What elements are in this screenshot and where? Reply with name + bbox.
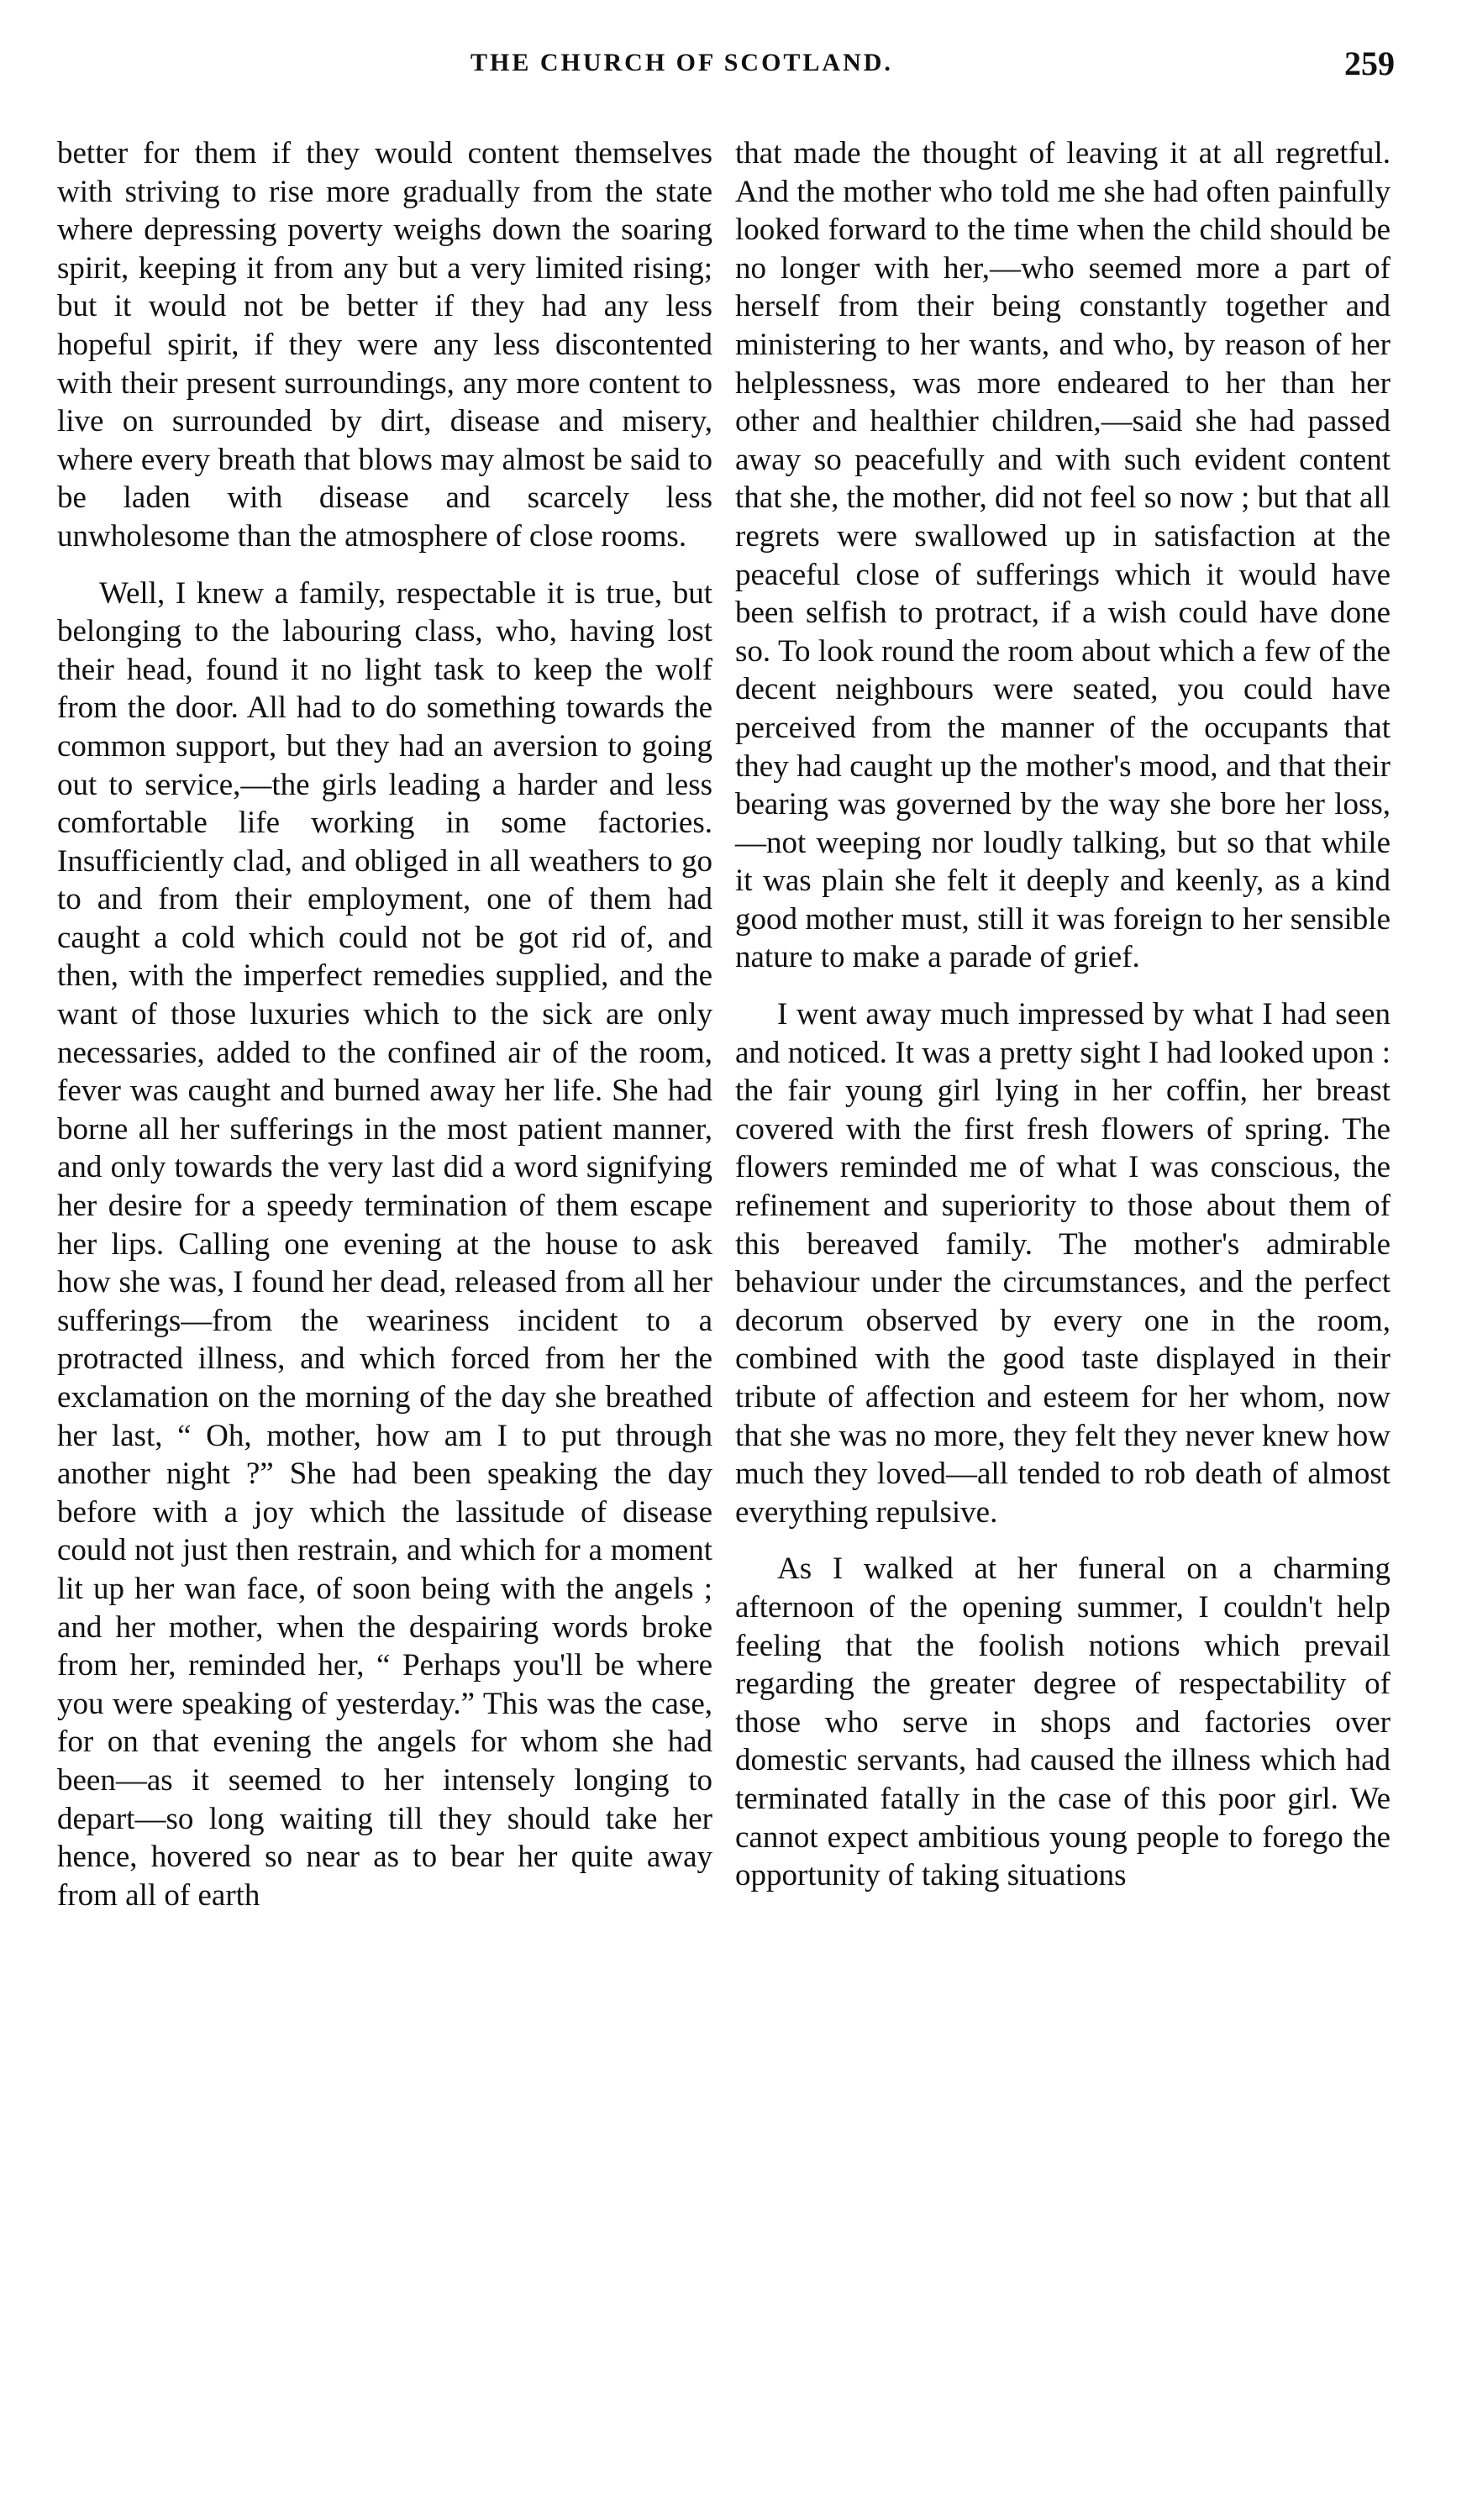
running-head xyxy=(0,45,1472,99)
paragraph: Well, I knew a family, respectable it is true, but belonging to the labouring class, who, having lost their head, found it no light task to keep the wolf from the door. All had to do something towards the common support, but they had an aversion to going out to service,—the girls leading a harder and less comfortable life working in some factories. Insufficiently clad, and obliged in all weathers to go to and from their employment, one of them had caught a cold which could not be got rid of, and then, with the imperfect remedies supplied, and the want of those luxuries which to the sick are only necessaries, added to the confined air of the room, fever was caught and burned away her life. She had borne all her sufferings in the most patient manner, and only towards the very last did a word signifying her desire for a speedy termination of them escape her lips. Calling one evening at the house to ask how she was, I found her dead, released from all her sufferings—from the weariness incident to a protracted illness, and which forced from her the exclamation on the morning of the day she breathed her last, “ Oh, mother, how am I to put through another night ?” She had been speaking the day before with a joy which the lassitude of disease could not just then restrain, and which for a moment lit up her wan face, of soon being with the angels ; and her mother, when the despairing words broke from her, reminded her, “ Perhaps you'll be where you were speaking of yesterday.” This was the case, for on that evening the angels for whom she had been—as it seemed to her intensely longing to depart—so long waiting till they should take her hence, hovered so near as to bear her quite away from all of earth xyxy=(57,575,712,1913)
paragraph: better for them if they would content themselves with striving to rise more gradually from the state where depressing poverty weighs down the soaring spirit, keeping it from any but a very limited rising; but it would not be better if they had any less hopeful spirit, if they were any less discontented with their present surroundings, any more content to live on surrounded by dirt, disease and misery, where every breath that blows may almost be said to be laden with disease and scarcely less unwholesome than the atmosphere of close rooms. xyxy=(57,136,712,554)
paragraph: that made the thought of leaving it at all regretful. And the mother who told me she had often painfully looked forward to the time when the child should be no longer with her,—who seemed more a part of herself from their being constantly together and ministering to her wants, and who, by reason of her helplessness, was more endeared to her than her other and healthier children,—said she had passed away so peacefully and with such evident content that she, the mother, did not feel so now ; but that all regrets were swallowed up in satisfaction at the peaceful close of sufferings which it would have been selfish to protract, if a wish could have done so. To look round the room about which a few of the decent neighbours were seated, you could have perceived from the manner of the occupants that they had caught up the mother's mood, and that their bearing was governed by the way she bore her loss,—not weeping nor loudly talking, but so that while it was plain she felt it deeply and keenly, as a kind good mother must, still it was foreign to her sensible nature to make a parade of grief. xyxy=(735,136,1391,975)
left-column xyxy=(57,134,712,1914)
right-column xyxy=(735,134,1391,1895)
paragraph: I went away much impressed by what I had seen and noticed. It was a pretty sight I had looked upon : the fair young girl lying in her coffin, her breast covered with the first fresh flowers of spring. The flowers reminded me of what I was conscious, the refinement and superiority to those about them of this bereaved family. The mother's admirable behaviour under the circumstances, and the perfect decorum observed by every one in the room, combined with the good taste displayed in their tribute of affection and esteem for her whom, now that she was no more, they felt they never knew how much they loved—all tended to rob death of almost everything repulsive. xyxy=(735,997,1391,1530)
page-number: 259 xyxy=(1344,45,1395,82)
running-title: THE CHURCH OF SCOTLAND. xyxy=(471,49,893,76)
paragraph: As I walked at her funeral on a charming afternoon of the opening summer, I couldn't help feeling that the foolish notions which prevail regarding the greater degree of respectability of those who serve in shops and factories over domestic servants, had caused the illness which had terminated fatally in the case of this poor girl. We cannot expect ambitious young people to forego the opportunity of taking situations xyxy=(735,1551,1391,1893)
